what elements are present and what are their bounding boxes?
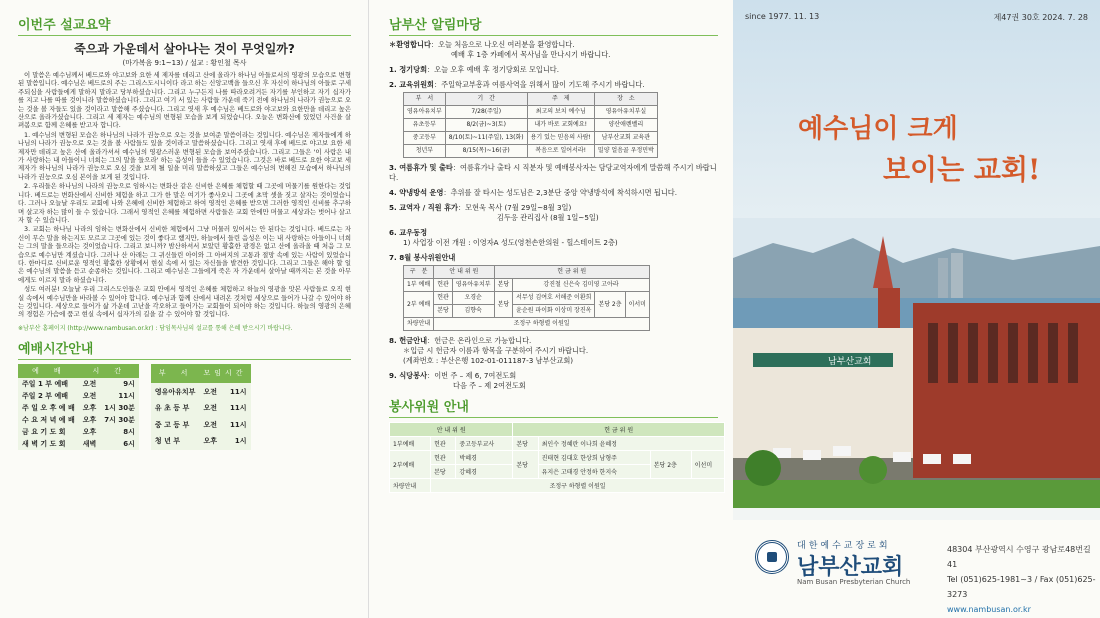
education-schedule-table xyxy=(403,92,658,158)
table-cell: 헌관 xyxy=(431,437,456,451)
table-cell: 본당 xyxy=(434,305,453,318)
slogan-line-2: 보이는 교회! xyxy=(883,153,1041,186)
table-cell: 청년부 xyxy=(404,145,446,158)
church-footer xyxy=(733,520,1100,618)
service-section-title: 봉사위원 안내 xyxy=(389,396,718,418)
building-sign: 남부산교회 xyxy=(828,357,872,367)
notice-item xyxy=(389,163,718,183)
table-cell: 2부예배 xyxy=(390,451,431,479)
table-cell: 금 요 기 도 회 xyxy=(18,426,79,438)
table-cell: 8시 xyxy=(100,426,139,438)
table-cell: 중 고 등 부 xyxy=(151,416,200,433)
table-cell: 유초등부 xyxy=(404,119,446,132)
table-row xyxy=(151,433,251,450)
table-cell: 영유아유치부 xyxy=(151,383,200,400)
table-cell: 최인수 정혜란 이나희 윤혜정 xyxy=(538,437,724,451)
table-cell: 영유아유치부 xyxy=(452,279,494,292)
notice-text: ：모현욱 목사 (7월 29일~8월 3일) xyxy=(457,203,572,212)
notice-text: 1) 사업장 이전 개원 : 이영자A 성도(영천손한의원 - 힐스테이트 2층) xyxy=(403,238,618,247)
table-row xyxy=(151,416,251,433)
notice-label: 2. 교육위원회 xyxy=(389,80,434,89)
table-row xyxy=(404,132,658,145)
table-cell: 11시 xyxy=(100,390,139,402)
worship-tables xyxy=(18,364,351,450)
table-cell: 본당 xyxy=(513,451,538,479)
table-header: 시 간 xyxy=(79,364,139,378)
notice-item xyxy=(389,371,718,391)
table-cell: 오경순 xyxy=(452,292,494,305)
table-cell: 김향숙 xyxy=(452,305,494,318)
table-cell: 본당 xyxy=(431,465,456,479)
since-date: since 1977. 11. 13 xyxy=(745,12,820,21)
table-cell: 영유아유치부실 xyxy=(594,106,657,119)
welcome-notice xyxy=(389,40,718,60)
table-row xyxy=(151,383,251,400)
table-row xyxy=(18,402,139,414)
table-cell: 양산애렌벨리 xyxy=(594,119,657,132)
table-cell: 중고등부 xyxy=(404,132,446,145)
table-cell: 복음으로 일어서라! xyxy=(527,145,594,158)
table-row xyxy=(404,292,650,305)
table-header: 기 간 xyxy=(445,93,527,106)
sermon-paragraph: 1. 예수님의 변형된 모습은 하나님의 나라가 권능으로 오는 것을 보여준 말씀이라는 것입니다. 예수님은 제자들에게 하나님의 나라가 권능으로 오는 것을 볼 사람들도 있을 것이라고 말씀하셨습니다. 그리고 엿새 후에 베드로 야고보 요한 세 제자만 데리고 높은 산에 올라가셔서 예수님의 영광스러운 변형된 모습을 보여주셨습니다. 그리고 그들은 '이 사람은 내가 사랑하는 내 아들이니 너희는 그의 말을 들으라' 하는 음성이 들을 수 있었습니다. 그것은 바로 베드로 요한 야고보 세 제자가 하나님의 나라가 권능으로 오심 것을 보게 될 일을 미리 말씀하셨고 그들은 예수님의 변해진 모습에서 하나님의 나라가 권능으로 오심 본이을 보게 된 것입니다. xyxy=(18,130,351,181)
notice-label: 5. 교역자 / 직원 휴가 xyxy=(389,203,458,212)
sermon-section-title: 이번주 설교요약 xyxy=(18,14,351,36)
church-photo xyxy=(733,218,1100,508)
table-cell: 7시 30분 xyxy=(100,414,139,426)
table-cell: 1시 30분 xyxy=(100,402,139,414)
table-cell: 주 일 오 후 예 배 xyxy=(18,402,79,414)
table-header: 주 제 xyxy=(527,93,594,106)
table-cell: 주일 1 부 예배 xyxy=(18,378,79,390)
table-cell: 본당 xyxy=(513,437,538,451)
notice-section-title: 남부산 알림마당 xyxy=(389,14,718,36)
table-header: 부 서 xyxy=(404,93,446,106)
notice-text: ：오늘 처음으로 나오신 여러분을 환영합니다. xyxy=(430,40,575,49)
table-header: 안 내 위 원 xyxy=(434,266,494,279)
table-cell: 진태현 김대호 한상희 남형주 xyxy=(538,451,650,465)
table-cell: 청 년 부 xyxy=(151,433,200,450)
table-row xyxy=(151,400,251,417)
sermon-title: 죽으과 가운데서 살아나는 것이 무엇일까? xyxy=(74,42,295,56)
table-cell: 오전 xyxy=(199,416,223,433)
notice-list xyxy=(389,40,718,391)
cover-panel xyxy=(733,0,1100,618)
table-cell: 1부예배 xyxy=(390,437,431,451)
table-cell: 새벽 xyxy=(79,438,101,450)
table-cell: 11시 xyxy=(223,416,250,433)
table-cell: 오전 xyxy=(79,378,101,390)
table-cell: 유지은 고태경 안정하 한지숙 xyxy=(538,465,650,479)
august-volunteer-table xyxy=(403,265,650,331)
table-row xyxy=(18,390,139,402)
notice-text: ＊입금 시 헌금자 이름과 항목을 구분하여 주시기 바랍니다. xyxy=(403,346,589,355)
table-cell: 오후 xyxy=(199,433,223,450)
table-cell: 본당 2층 xyxy=(650,451,691,479)
table-row xyxy=(390,451,725,465)
table-cell: 윤순원 파이화 이상미 장진옥 xyxy=(513,305,595,318)
table-cell: 본당 xyxy=(494,292,513,318)
table-row xyxy=(18,378,139,390)
notice-label: 9. 식당봉사 xyxy=(389,371,428,380)
church-building-illustration xyxy=(733,218,1100,508)
contact-info xyxy=(947,542,1100,617)
table-row xyxy=(404,279,650,292)
sermon-subtitle: (마가복음 9:1~13) / 설교 : 황인철 목사 xyxy=(122,59,247,67)
notice-text: ：주일학교부흥과 여름사역을 위해서 많이 기도해 주시기 바랍니다. xyxy=(433,80,645,89)
table-cell: 용기 있는 믿음의 사람! xyxy=(527,132,594,145)
address: 48304 부산광역시 수영구 광남로48번길 41 xyxy=(947,545,1091,569)
church-seal-icon xyxy=(755,540,789,574)
table-row xyxy=(390,479,725,493)
table-cell: 오전 xyxy=(79,390,101,402)
service-volunteer-table xyxy=(389,422,725,493)
notice-item xyxy=(389,253,718,331)
table-cell: 6시 xyxy=(100,438,139,450)
table-header: 헌 금 위 원 xyxy=(494,266,649,279)
table-cell: 헌관 xyxy=(434,292,453,305)
denomination: 대한예수교장로회 xyxy=(797,541,891,551)
notice-text: ：헌금은 온라인으로 가능합니다. xyxy=(427,336,532,345)
notice-text: 김두응 관리집사 (8월 1일~5일) xyxy=(497,213,599,222)
table-cell: 영유아유치부 xyxy=(404,106,446,119)
table-header: 모임시간 xyxy=(199,364,250,383)
sermon-panel xyxy=(0,0,365,618)
notice-label: 4. 약냉방석 운영 xyxy=(389,188,444,197)
table-cell: 차량안내 xyxy=(390,479,431,493)
sermon-paragraph: 이 말씀은 예수님께서 베드로와 야고보와 요한 세 제자를 데리고 산에 올라가 하나님 아들로서의 영광의 모습으로 변형된 말씀입니다. 예수님은 베드로의 주는 그리스도시니이다 라고 하는 신앙고백을 들으신 후 자신이 하나님의 아들로 구세주되심을 사람들에게 말하지 말라고 당부하셨습니다. 그리고 누구든지 나를 따라오려거든 자기를 부인하고 자기 십자가를 지고 나를 따를 것이니라 말씀하셨습니다. 그리고 여기 서 있는 사람들 가운데 죽기 전에 하나님의 나라가 권능으로 오는 것을 볼 자들도 있을 것이라고 말씀해 주셨습니다. 그리고 엿새 후 예수님은 베드로와 야고보와 요한만을 데리고 높은 산으로 올라가셨습니다. 그리고 세 제자는 예수님의 변형된 모습을 보게 되었습니다. 오늘은 변화산에 있었던 사건을 살펴봄으로 함께 은혜를 받고자 합니다. xyxy=(18,71,351,130)
table-cell: 본당 xyxy=(494,279,513,292)
table-header: 구 분 xyxy=(404,266,434,279)
church-name: 남부산교회 xyxy=(797,555,904,580)
table-cell: 8/10(토)~11(주일), 13(화) xyxy=(445,132,527,145)
notice-text: 다음 주 – 제 2여전도회 xyxy=(453,381,526,390)
table-row xyxy=(404,119,658,132)
table-cell: 9시 xyxy=(100,378,139,390)
table-cell: 11시 xyxy=(223,383,250,400)
notice-item xyxy=(389,65,718,75)
table-cell: 새 벽 기 도 회 xyxy=(18,438,79,450)
table-row xyxy=(390,437,725,451)
table-cell: 밀양 얼음골 우정민박 xyxy=(594,145,657,158)
table-header: 예 배 xyxy=(18,364,79,378)
table-row xyxy=(18,414,139,426)
table-header: 헌 금 위 원 xyxy=(513,423,725,437)
notice-text: (계좌번호 : 부산은행 102-01-011187-3 남부산교회) xyxy=(403,356,574,365)
table-cell: 2부 예배 xyxy=(404,292,434,318)
notice-text: ：추위를 잘 타시는 성도님은 2,3분단 중앙 약냉방석에 착석하시면 됩니다. xyxy=(443,188,677,197)
table-cell: 박혜경 xyxy=(456,451,513,465)
table-header: 장 소 xyxy=(594,93,657,106)
dept-time-table xyxy=(151,364,251,450)
table-cell: 8/2(금)~3(토) xyxy=(445,119,527,132)
table-cell: 조정구 하형렬 이원일 xyxy=(431,479,725,493)
table-header: 부 서 xyxy=(151,364,200,383)
table-cell: 이서미 xyxy=(625,292,649,318)
notice-label: 3. 여름휴가 및 출타 xyxy=(389,163,453,172)
notice-label: 1. 정기당회 xyxy=(389,65,428,74)
table-cell: 1부 예배 xyxy=(404,279,434,292)
table-cell: 헌관 xyxy=(434,279,453,292)
homepage-note: ※남부산 홈페이지 (http://www.nambusan.or.kr) : 담임목사님의 설교를 통해 은혜 받으시기 바랍니다. xyxy=(18,324,293,332)
notice-text: 예배 후 1층 카페에서 목사님을 만나시기 바랍니다. xyxy=(451,50,611,59)
sermon-body xyxy=(18,71,351,319)
table-cell: 차량안내 xyxy=(404,318,434,331)
issue-info: 제47권 30호 2024. 7. 28 xyxy=(993,13,1088,22)
notice-text: ：여름휴가나 출타 시 직분자 및 예배봉사자는 담당교역자에게 말씀해 주시기 바랍니다. xyxy=(389,163,717,182)
notice-label: ＊환영합니다 xyxy=(389,40,431,49)
table-cell: 최고의 보치 예수님 xyxy=(527,106,594,119)
sermon-paragraph: 성도 여러분! 오늘날 우리 그리스도인들은 교회 안에서 영적인 은혜를 체험하고 하늘의 영광을 맛본 사람들로 오직 현실 속에서 예수님만을 바라볼 수 있어야 합니다. 예수님과 함께 산에서 내려온 것처럼 세상으로 들어가 나갈 수 있어야 하는 것입니다. 세상으로 들어가 삶 가운데 고난을 각오하고 들어가는 교회들이 되어야 하는 것입니다. 하늘의 영광의 은혜의 경험은 가슴에 품고 현실 속에서 십자가의 길을 갈 수 있어야 할 것입니다. xyxy=(18,285,351,319)
table-cell: 강진철 신은숙 김미영 고아라 xyxy=(513,279,650,292)
table-cell: 조정구 하형렬 이원일 xyxy=(434,318,650,331)
table-cell: 오후 xyxy=(79,414,101,426)
table-cell: 남부산교회 교육관 xyxy=(594,132,657,145)
table-cell: 서무성 김여호 서해준 이환희 xyxy=(513,292,595,305)
table-row xyxy=(404,106,658,119)
table-cell: 수 요 저 녁 예 배 xyxy=(18,414,79,426)
table-row xyxy=(18,426,139,438)
notice-item xyxy=(389,228,718,248)
phone-fax: Tel (051)625-1981~3 / Fax (051)625-3273 xyxy=(947,575,1096,599)
table-cell: 유 초 등 부 xyxy=(151,400,200,417)
table-cell: 1시 xyxy=(223,433,250,450)
table-cell: 오후 xyxy=(79,426,101,438)
notice-item xyxy=(389,80,718,158)
worship-time-table xyxy=(18,364,139,450)
table-cell: 오전 xyxy=(199,400,223,417)
table-header: 안 내 위 원 xyxy=(390,423,513,437)
table-cell: 8/15(목)~16(금) xyxy=(445,145,527,158)
table-cell: 강혜경 xyxy=(456,465,513,479)
notice-panel xyxy=(368,0,730,618)
table-cell: 11시 xyxy=(223,400,250,417)
table-cell: 오후 xyxy=(79,402,101,414)
table-cell: 본당 2층 xyxy=(595,292,625,318)
table-row xyxy=(404,145,658,158)
sermon-paragraph: 3. 교회는 하나님 나라의 임하는 변화산에서 신비한 체험에서 그냥 머물러 있어서는 안 된다는 것입니다. 베드로는 자신이 무슨 말을 하는지도 모르고 그곳에 있는 것이 좋다고 했지만, 하늘에서 들린 음성은 이는 내 사랑하는 아들이니 너희는 그의 말을 들으라는 것이었습니다. 그리고 보니까? 밤산하셔서 보았던 황홀한 광경은 없고 산에 올라올 때 처음 그 모습으로 예수님만 계셨습니다. 그러나 산 아래는 그 귀신들린 아이와 그 아버지의 고통과 절망 속에 있는 사람이 있었습니다. 한마디로 신비로운 영적인 황홀한 상황에서 현실 속에 서 있는 자신들을 발견한 것입니다. 그리고 그들은 해야 할 일은 예수님의 말씀을 듣고 순종하는 것입니다. 그리고 예수님은 그들에게 죽은 자 가운데서 살아날 때까지는 본 것을 아무에게도 이르지 말라 하셨습니다. xyxy=(18,225,351,284)
worship-section-title: 예배시간안내 xyxy=(18,338,351,360)
table-cell: 중고등부교사 xyxy=(456,437,513,451)
cover-header xyxy=(745,12,1088,23)
notice-label: 8. 헌금안내 xyxy=(389,336,428,345)
notice-text: ：이번 주 – 제 6, 7여전도회 xyxy=(427,371,517,380)
table-cell: 주일 2 부 예배 xyxy=(18,390,79,402)
church-name-english: Nam Busan Presbyterian Church xyxy=(797,578,911,586)
website-link[interactable]: www.nambusan.or.kr xyxy=(947,605,1031,614)
notice-item xyxy=(389,336,718,366)
table-row xyxy=(404,318,650,331)
table-cell: 오전 xyxy=(199,383,223,400)
notice-text: ：오늘 오후 예배 후 정기당회로 모입니다. xyxy=(427,65,560,74)
notice-item xyxy=(389,188,718,198)
notice-label: 7. 8월 봉사위원안내 xyxy=(389,253,456,262)
table-row xyxy=(18,438,139,450)
sermon-paragraph: 2. 우리들은 하나님의 나라의 권능으로 임하시는 변화산 같은 신비한 은혜를 체험할 때 그곳에 머물기를 원한다는 것입니다. 베드로는 변화산에서 신비한 체험을 하고 그가 한 말은 여기가 좋사오니 그곳에 초막 셋을 짓고 살자는 것이었습니다. 그러나 오늘날 우리도 교회에 나와 은혜에 신비한 체험하고 하여 영적인 은혜를 받으면 그러한 영적인 신비를 추구하며 살고자 하는 많이 들 수 있습니다. 그래서 영적인 은혜를 체험하면 사람들은 교회 안에만 머물고 세상과는 벗어나 살고자 할 수 있습니다. xyxy=(18,182,351,224)
table-cell: 헌관 xyxy=(431,451,456,465)
notice-label: 6. 교우동정 xyxy=(389,228,428,237)
table-cell: 내가 바로 교회예요! xyxy=(527,119,594,132)
table-cell: 7/28(주일) xyxy=(445,106,527,119)
notice-item xyxy=(389,203,718,223)
slogan-line-1: 예수님이 크게 xyxy=(798,114,958,144)
table-cell: 이선미 xyxy=(691,451,724,479)
